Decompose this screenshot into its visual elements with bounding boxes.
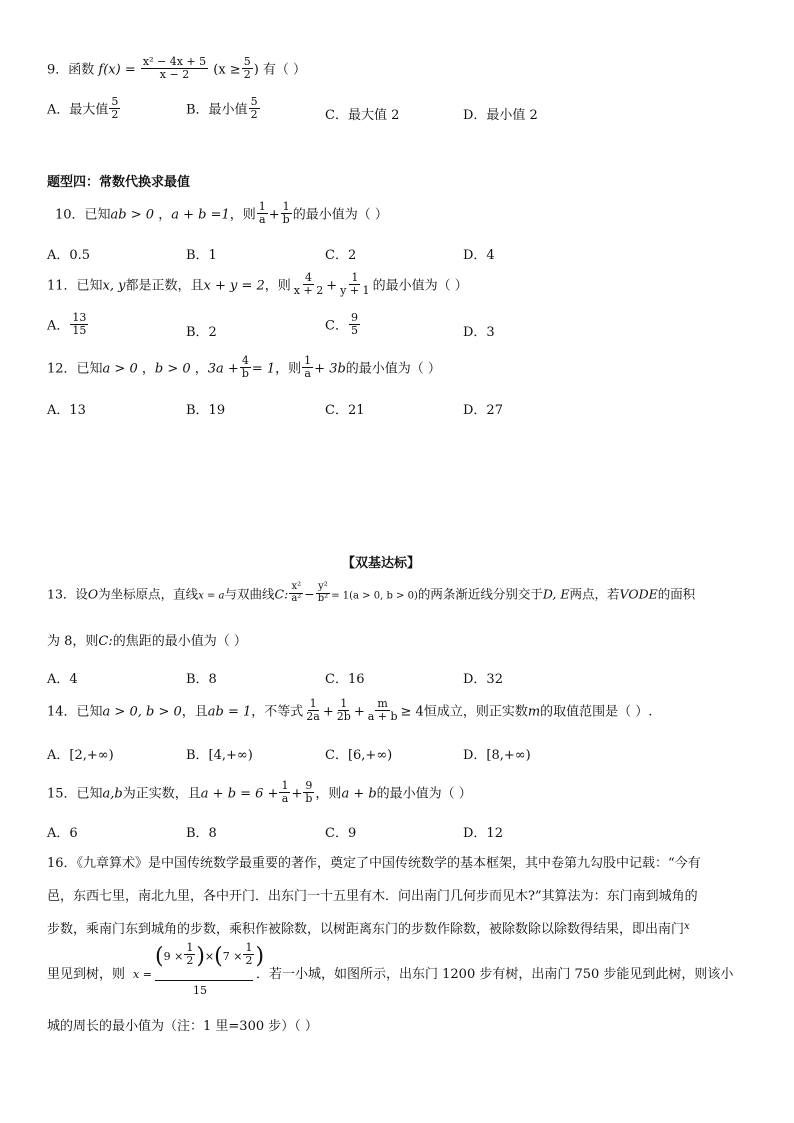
q14-frac2	[335, 698, 353, 722]
q9-suffix: 有（ ）	[262, 62, 307, 78]
q15-f1n: 1	[281, 779, 289, 792]
q10-f2d: b	[282, 212, 290, 226]
q13-tri: VODE	[619, 586, 658, 602]
q14-f3d: a + b	[367, 709, 398, 723]
q14-f2d: 2b	[336, 709, 351, 723]
q14-f2n: 1	[340, 697, 348, 710]
q10-cond2: a + b =1	[171, 207, 230, 223]
q9-b-den: 2	[250, 107, 258, 121]
q11-option-d[interactable]: D．3	[463, 325, 495, 340]
q14-option-b[interactable]: B．[4,+∞)	[186, 748, 253, 763]
q10-f1n: 1	[258, 200, 266, 213]
q13-l1b: 为坐标原点，直线	[98, 586, 199, 602]
q11-suffix: 的最小值为（ ）	[372, 278, 468, 294]
q16-half1-n: 1	[186, 941, 194, 955]
q13-l1f: 的面积	[657, 586, 696, 602]
q14-option-c[interactable]: C．[6,+∞)	[325, 748, 393, 763]
q9-option-d[interactable]: D．最小值 2	[463, 108, 538, 123]
q10-suffix: 的最小值为（ ）	[292, 207, 388, 223]
q14-suffix1: 恒成立，则正实数	[423, 704, 528, 720]
q11-f2d: y + 1	[340, 283, 370, 297]
q10-then: ，则	[229, 207, 256, 223]
q14-c1: a > 0, b > 0	[102, 704, 182, 720]
q12-option-c[interactable]: C．21	[325, 403, 365, 418]
q10-option-d[interactable]: D．4	[463, 248, 495, 263]
q9-opt-a-frac	[109, 96, 120, 120]
q12-f1d: b	[241, 366, 249, 380]
q16-x: x	[684, 921, 690, 932]
q9-num: x² − 4x + 5	[142, 55, 207, 68]
q13-hx: x²	[291, 581, 302, 592]
q15-f1d: a	[281, 791, 289, 805]
q15-option-a[interactable]: A．6	[47, 826, 78, 841]
q13-option-c[interactable]: C．16	[325, 672, 365, 687]
q13-l1c: 与双曲线	[224, 586, 275, 602]
q12-frac1	[240, 355, 251, 379]
q9-b-num: 5	[250, 95, 258, 108]
q16-half2-d: 2	[245, 954, 253, 967]
q11-then: ，则	[264, 278, 291, 294]
q15-option-b[interactable]: B．8	[186, 826, 217, 841]
q13-option-d[interactable]: D．32	[463, 672, 503, 687]
q11-pre: 11．已知	[47, 278, 103, 294]
q14-frac3	[366, 698, 400, 722]
q14-ge: ≥ 4	[400, 704, 424, 720]
q16-xeq: x =	[133, 968, 152, 981]
question-10-stem: 10．已知ab > 0 ，a + b =1，则 $\frac{1}{a}$ + $\frac{1}{b}$ 的最小值为（ ）	[55, 200, 388, 226]
question-13-line1	[47, 581, 696, 606]
q11-frac1	[292, 272, 325, 296]
q13-option-b[interactable]: B．8	[186, 672, 217, 687]
q15-f2n: 9	[305, 779, 313, 792]
question-16-line3	[47, 918, 690, 937]
q11-cond: x + y = 2	[203, 278, 265, 294]
q16-l3: 步数，乘南门东到城角的步数，乘积作被除数，以树距离东门的步数作除数，被除数除以除数得结果，即出南门	[47, 922, 685, 937]
q12-then: ，则	[275, 361, 302, 377]
q9-a-num: 5	[111, 95, 119, 108]
q9-opt-a-label: A．最大值	[47, 102, 109, 118]
q10-f1d: a	[258, 212, 266, 226]
q10-f2n: 1	[282, 200, 290, 213]
q13-frac-x	[289, 582, 303, 604]
q13-ha2: a²	[291, 592, 302, 604]
q9-cond-den: 2	[243, 67, 251, 81]
q14-plus1: +	[322, 704, 334, 720]
q10-frac2	[281, 201, 292, 225]
q9-opt-b-label: B．最小值	[186, 102, 248, 118]
q15-eq: a + b = 6 +	[200, 786, 279, 802]
q11-plus: +	[326, 278, 338, 294]
q12-tail: + 3b	[314, 361, 346, 377]
q15-ab: a + b	[341, 786, 377, 802]
q14-frac1	[304, 698, 322, 722]
question-16-line2: 邑，东西七里，南北九里，各中开门．出东门一十五里有木．问出南门几何步而见木?”其算法为：东门南到城角的	[47, 889, 698, 904]
q15-then: ，则	[315, 786, 342, 802]
q12-option-d[interactable]: D．27	[463, 403, 503, 418]
q13-frac-y	[316, 582, 330, 604]
q15-option-d[interactable]: D．12	[463, 826, 503, 841]
q10-option-c[interactable]: C．2	[325, 248, 357, 263]
q11-option-b[interactable]: B．2	[186, 325, 217, 340]
q11-vars: x, y	[102, 278, 126, 294]
q9-cond-post: )	[253, 62, 259, 78]
q12-f2d: a	[304, 366, 311, 380]
q11-opt-a-frac	[70, 312, 88, 336]
q10-plus: +	[268, 207, 280, 223]
q12-frac2	[302, 355, 313, 379]
q13-minus: −	[304, 586, 315, 602]
q15-f2d: b	[305, 791, 313, 805]
q16-num-a: 9 ×	[163, 950, 184, 963]
q9-cond-frac	[242, 56, 253, 80]
q9-option-a[interactable]	[47, 95, 121, 122]
question-16-line5: 城的周长的最小值为（注：1 里=300 步）（ ）	[47, 1019, 318, 1034]
q11-opt-c-frac	[349, 312, 360, 336]
q12-c1: a > 0	[102, 361, 138, 377]
q16-num-b: 7 ×	[222, 950, 243, 963]
q9-prefix: 9．函数	[47, 62, 95, 78]
q15-frac2	[303, 780, 314, 804]
q16-half2	[243, 942, 254, 966]
question-16-line1: 16．《九章算术》是中国传统数学最重要的著作，奠定了中国传统数学的基本框架，其中卷第九勾股中记载：“今有	[47, 856, 701, 871]
q12-c2: b > 0	[154, 361, 191, 377]
q16-formula-num: (9 × $\frac{1}{2}$ )×(7 × $\frac{1}{2}$ )	[155, 941, 265, 969]
q13-l1a: 13．设	[47, 586, 88, 602]
q16-half2-n: 1	[245, 941, 253, 955]
q11-f1n: 4	[305, 271, 312, 284]
q14-f3n: m	[377, 697, 388, 710]
q13-C2: C:	[98, 634, 113, 649]
question-16-line4b: ．若一小城，如图所示，出东门 1200 步有树，出南门 750 步能见到此树，则该小	[256, 967, 734, 982]
q12-f2n: 1	[304, 354, 312, 367]
q10-pre: 10．已知	[55, 207, 111, 223]
q15-suffix: 的最小值为（ ）	[376, 786, 472, 802]
q14-option-d[interactable]: D．[8,+∞)	[463, 748, 531, 763]
q15-pre: 15．已知	[47, 786, 103, 802]
q11-option-a[interactable]	[47, 311, 89, 338]
q13-l2a: 为 8，则	[47, 634, 99, 649]
q9-den: x − 2	[159, 67, 190, 81]
q13-option-a[interactable]: A．4	[47, 672, 78, 687]
q9-option-b[interactable]	[186, 95, 261, 122]
question-14-stem	[47, 697, 653, 724]
q13-xa: x = a	[198, 590, 225, 602]
section-title-shuangji: 【双基达标】	[342, 556, 421, 571]
q11-option-c[interactable]	[325, 311, 361, 338]
q10-frac1	[257, 201, 268, 225]
q12-c3a: 3a +	[207, 361, 239, 377]
question-11-stem	[47, 271, 468, 298]
q13-C: C:	[274, 586, 289, 602]
q10-cond1: ab > 0	[110, 207, 155, 223]
q9-cond-num: 5	[243, 55, 251, 68]
q9-fraction	[141, 56, 208, 80]
q13-O: O	[87, 586, 99, 602]
q11-opt-c-label: C．	[325, 318, 348, 334]
q12-option-b[interactable]: B．19	[186, 403, 226, 418]
q14-option-a[interactable]: A．[2,+∞)	[47, 748, 114, 763]
q10-option-a[interactable]: A．0.5	[47, 248, 91, 263]
q12-suffix: 的最小值为（ ）	[345, 361, 441, 377]
q14-m: m	[527, 704, 541, 720]
q13-l2b: 的焦距的最小值为（ ）	[112, 634, 247, 649]
q11-mid: 都是正数，且	[125, 278, 204, 294]
q14-pre: 14．已知	[47, 704, 103, 720]
q15-option-c[interactable]: C．9	[325, 826, 357, 841]
q12-c3b: = 1	[251, 361, 276, 377]
q11-opt-a-label: A．	[47, 318, 70, 334]
q9-option-c[interactable]: C．最大值 2	[325, 108, 400, 123]
q15-mid: 为正实数，且	[122, 786, 201, 802]
q14-c2: ab = 1	[207, 704, 252, 720]
q12-option-a[interactable]: A．13	[47, 403, 86, 418]
q10-option-b[interactable]: B．1	[186, 248, 217, 263]
q11-f2n: 1	[351, 271, 359, 284]
q14-f1d: 2a	[306, 709, 320, 723]
q16-half1-d: 2	[186, 954, 194, 967]
q15-vars: a,b	[102, 786, 123, 802]
q14-suffix2: 的取值范围是（ ）.	[540, 704, 653, 720]
q15-plus: +	[291, 786, 303, 802]
q12-pre: 12．已知	[47, 361, 103, 377]
q13-l1d: 的两条渐近线分别交于	[417, 586, 543, 602]
q11-c-num: 9	[350, 311, 358, 324]
section-title-4: 题型四：常数代换求最值	[47, 175, 191, 190]
q14-mid: ，且	[181, 704, 208, 720]
q16-half1	[184, 942, 195, 966]
q11-c-den: 5	[350, 323, 358, 337]
q14-f1n: 1	[309, 697, 317, 710]
q11-f1d: x + 2	[293, 283, 324, 297]
q14-plus2: +	[353, 704, 365, 720]
question-16-line4a: 里见到树，则	[47, 967, 126, 982]
q9-function: f(x) =	[98, 62, 136, 78]
q9-opt-b-frac	[249, 96, 260, 120]
question-13-line2	[47, 630, 247, 649]
q16-formula-bar	[155, 980, 253, 981]
q9-cond-pre: (x ≥	[213, 62, 241, 78]
q11-a-num: 13	[72, 311, 87, 324]
question-15-stem	[47, 779, 472, 806]
q16-formula-den: 15	[193, 984, 207, 997]
question-9-stem	[47, 55, 307, 82]
q11-a-den: 15	[72, 323, 87, 337]
q13-hy: y²	[318, 581, 328, 592]
q11-frac2	[338, 272, 371, 296]
q13-hb2: b²	[317, 592, 329, 604]
q16-formula	[133, 941, 265, 1002]
question-12-stem: 12．已知a > 0 ，b > 0 ，3a + $\frac{4}{b}$ = 1，则 $\frac{1}{a}$ + 3b的最小值为（ ）	[47, 354, 441, 380]
q13-DE: D, E	[542, 586, 570, 602]
q13-l1e: 两点，若	[569, 586, 620, 602]
q14-mid2: ，不等式	[251, 704, 304, 720]
q15-frac1	[279, 780, 290, 804]
q13-hcond: = 1(a > 0, b > 0)	[331, 590, 418, 602]
q9-a-den: 2	[111, 107, 119, 121]
q12-f1n: 4	[241, 354, 249, 367]
q16-times: ×	[204, 950, 215, 963]
